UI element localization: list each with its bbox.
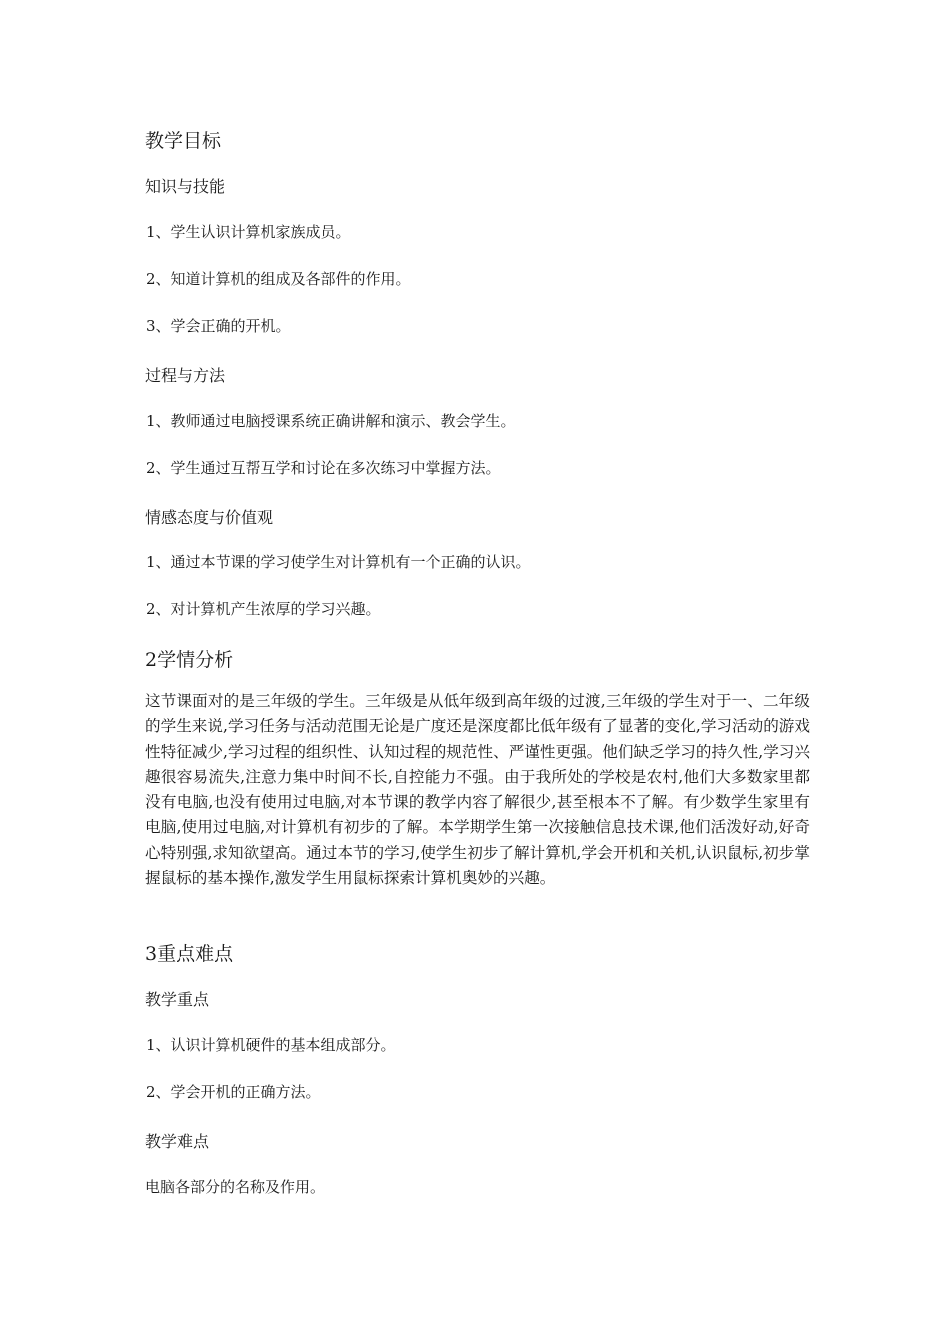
list-item: 2、知道计算机的组成及各部件的作用。	[146, 270, 411, 288]
list-item: 1、学生认识计算机家族成员。	[146, 223, 351, 241]
list-item: 1、通过本节课的学习使学生对计算机有一个正确的认识。	[146, 553, 531, 571]
list-item: 2、学生通过互帮互学和讨论在多次练习中掌握方法。	[146, 459, 501, 477]
list-item: 1、认识计算机硬件的基本组成部分。	[146, 1036, 396, 1054]
difficulty-text: 电脑各部分的名称及作用。	[145, 1178, 326, 1196]
subheading-teaching-focus: 教学重点	[145, 990, 210, 1009]
list-item: 3、学会正确的开机。	[146, 317, 291, 335]
list-item: 2、对计算机产生浓厚的学习兴趣。	[146, 600, 381, 618]
subheading-emotion-values: 情感态度与价值观	[145, 508, 274, 527]
list-item: 1、教师通过电脑授课系统正确讲解和演示、教会学生。	[146, 412, 516, 430]
analysis-paragraph: 这节课面对的是三年级的学生。三年级是从低年级到高年级的过渡,三年级的学生对于一、二年级的学生来说,学习任务与活动范围无论是广度还是深度都比低年级有了显著的变化,学习活动的游戏性特征减少,学习过程的组织性、认知过程的规范性、严谨性更强。他们缺乏学习的持久性,学习兴趣很容易流失,注意力集中时间不长,自控能力不强。由于我所处的学校是农村,他们大多数家里都没有电脑,也没有使用过电脑,对本节课的教学内容了解很少,甚至根本不了解。有少数学生家里有电脑,使用过电脑,对计算机有初步的了解。本学期学生第一次接触信息技术课,他们活泼好动,好奇心特别强,求知欲望高。通过本节的学习,使学生初步了解计算机,学会开机和关机,认识鼠标,初步掌握鼠标的基本操作,激发学生用鼠标探索计算机奥妙的兴趣。	[145, 692, 810, 888]
heading-teaching-goals: 教学目标	[145, 130, 222, 152]
heading-student-analysis: 2学情分析	[145, 649, 234, 671]
list-item: 2、学会开机的正确方法。	[146, 1083, 321, 1101]
heading-key-difficult-points: 3重点难点	[145, 943, 234, 965]
subheading-teaching-difficulty: 教学难点	[145, 1132, 210, 1151]
subheading-knowledge-skills: 知识与技能	[145, 177, 226, 196]
subheading-process-method: 过程与方法	[145, 366, 226, 385]
